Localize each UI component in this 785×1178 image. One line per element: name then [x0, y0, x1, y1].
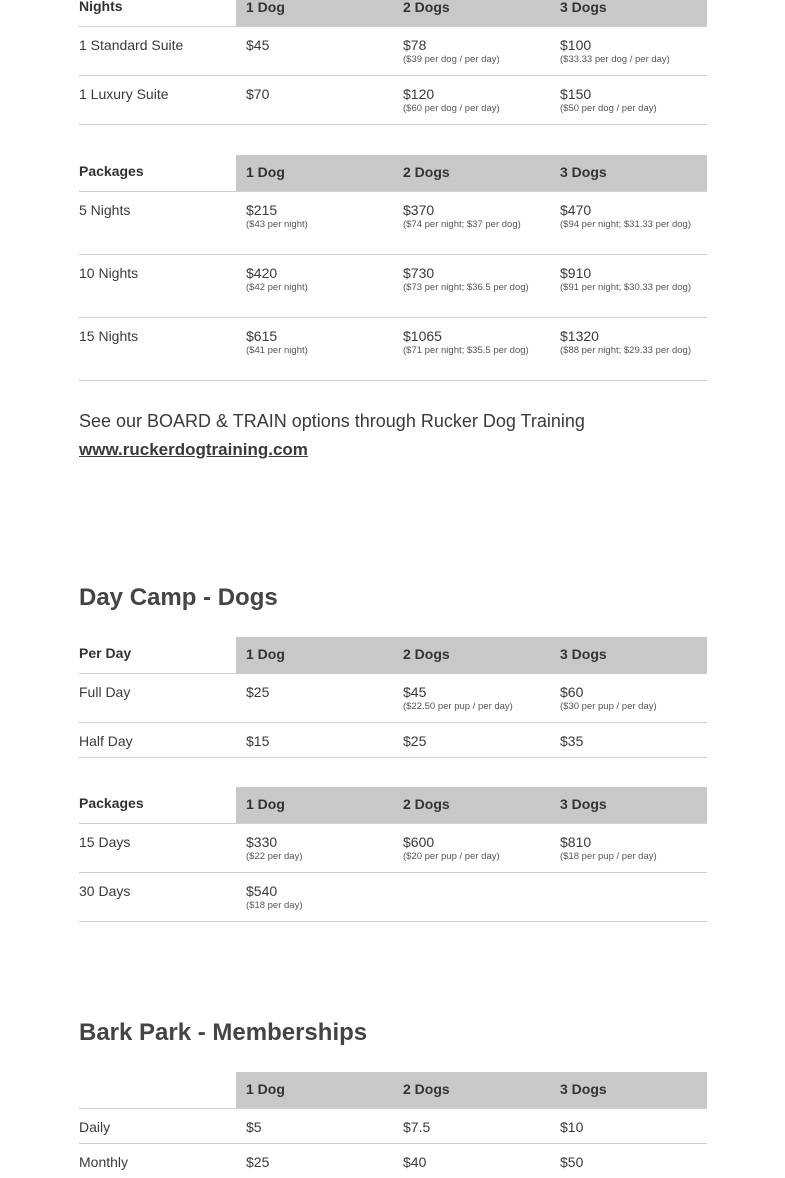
- row-label: Half Day: [79, 733, 133, 749]
- day-camp-packages-table: [79, 787, 707, 922]
- row-label: 30 Days: [79, 883, 131, 899]
- header-2-dogs: 2 Dogs: [403, 0, 450, 15]
- page-content: [79, 0, 707, 1170]
- header-shade: [236, 637, 707, 673]
- price-note: ($22.50 per pup / per day): [403, 701, 513, 712]
- price: $10: [560, 1119, 584, 1135]
- table-row: [79, 192, 707, 255]
- price: $470: [560, 202, 592, 218]
- price-note: ($50 per dog / per day): [560, 103, 657, 114]
- price-note: ($73 per night; $36.5 per dog): [403, 282, 529, 293]
- price: $910: [560, 265, 592, 281]
- price-note: ($94 per night; $31.33 per dog): [560, 219, 691, 230]
- header-label: Nights: [79, 0, 123, 14]
- price: $215: [246, 202, 278, 218]
- price: $420: [246, 265, 278, 281]
- table-row: [79, 873, 707, 922]
- price-cell: [403, 834, 538, 864]
- price-cell: [560, 834, 695, 864]
- price-cell: [403, 37, 538, 67]
- header-label: Per Day: [79, 645, 132, 661]
- header-3-dogs: 3 Dogs: [560, 646, 607, 662]
- price-cell: [560, 202, 695, 232]
- price-cell: [560, 1119, 583, 1135]
- price: $50: [560, 1154, 584, 1170]
- row-label: 15 Days: [79, 834, 131, 850]
- price-cell: [403, 1119, 430, 1135]
- price: $540: [246, 883, 278, 899]
- price-cell: [246, 37, 381, 53]
- price-cell: [403, 1154, 426, 1170]
- row-label: 1 Standard Suite: [79, 37, 184, 53]
- price-cell: [560, 684, 695, 714]
- day-camp-heading: Day Camp - Dogs: [79, 584, 278, 611]
- header-shade: [236, 155, 707, 191]
- header-1-dog: 1 Dog: [246, 1081, 285, 1097]
- price-cell: [560, 1154, 583, 1170]
- price: $45: [246, 37, 270, 53]
- header-3-dogs: 3 Dogs: [560, 0, 607, 15]
- header-3-dogs: 3 Dogs: [560, 164, 607, 180]
- table-header: [79, 1072, 707, 1109]
- price-note: ($33.33 per dog / per day): [560, 54, 670, 65]
- price: $150: [560, 86, 592, 102]
- price: $1065: [403, 328, 442, 344]
- header-2-dogs: 2 Dogs: [403, 164, 450, 180]
- price-cell: [246, 733, 269, 749]
- table-header: [79, 0, 707, 27]
- header-1-dog: 1 Dog: [246, 796, 285, 812]
- price: $25: [246, 684, 270, 700]
- price: $60: [560, 684, 584, 700]
- price: $7.5: [403, 1119, 431, 1135]
- price-cell: [560, 328, 695, 358]
- row-label: Full Day: [79, 684, 131, 700]
- price-cell: [403, 202, 538, 232]
- header-2-dogs: 2 Dogs: [403, 796, 450, 812]
- price-note: ($18 per pup / per day): [560, 851, 657, 862]
- price-note: ($22 per day): [246, 851, 303, 862]
- boarding-nights-table: [79, 0, 707, 125]
- price-cell: [403, 328, 538, 358]
- header-shade: [236, 1072, 707, 1108]
- price: $615: [246, 328, 278, 344]
- price: $370: [403, 202, 435, 218]
- price: $810: [560, 834, 592, 850]
- price: $70: [246, 86, 270, 102]
- price-cell: [560, 265, 695, 295]
- price-cell: [403, 684, 538, 714]
- table-header: [79, 787, 707, 824]
- table-row: [79, 674, 707, 723]
- price: $330: [246, 834, 278, 850]
- price: $25: [246, 1154, 270, 1170]
- price-note: ($74 per night; $37 per dog): [403, 219, 521, 230]
- price-cell: [246, 1154, 269, 1170]
- table-header: [79, 637, 707, 674]
- price-cell: [560, 37, 695, 67]
- table-row: [79, 255, 707, 318]
- price-note: ($60 per dog / per day): [403, 103, 500, 114]
- price-cell: [403, 733, 426, 749]
- row-label: Monthly: [79, 1154, 129, 1170]
- price-note: ($41 per night): [246, 345, 308, 356]
- row-label: 15 Nights: [79, 328, 139, 344]
- header-1-dog: 1 Dog: [246, 646, 285, 662]
- table-row: [79, 1109, 707, 1144]
- price-cell: [403, 86, 538, 116]
- table-header: [79, 155, 707, 192]
- header-shade: [236, 787, 707, 823]
- price: $5: [246, 1119, 262, 1135]
- price-note: ($43 per night): [246, 219, 308, 230]
- row-label: Daily: [79, 1119, 111, 1135]
- table-row: [79, 824, 707, 873]
- table-row: [79, 1144, 707, 1178]
- price-note: ($20 per pup / per day): [403, 851, 500, 862]
- header-2-dogs: 2 Dogs: [403, 646, 450, 662]
- price: $600: [403, 834, 435, 850]
- header-label: Packages: [79, 163, 144, 179]
- bark-park-heading: Bark Park - Memberships: [79, 1019, 368, 1046]
- price: $1320: [560, 328, 599, 344]
- header-2-dogs: 2 Dogs: [403, 1081, 450, 1097]
- price-cell: [560, 86, 695, 116]
- price: $78: [403, 37, 427, 53]
- price-cell: [246, 202, 381, 232]
- price-note: ($18 per day): [246, 900, 303, 911]
- table-row: [79, 76, 707, 125]
- row-label: 5 Nights: [79, 202, 131, 218]
- table-row: [79, 318, 707, 381]
- price: $40: [403, 1154, 427, 1170]
- price-note: ($91 per night; $30.33 per dog): [560, 282, 691, 293]
- price-cell: [246, 328, 381, 358]
- header-label: Packages: [79, 795, 144, 811]
- day-camp-per-day-table: [79, 637, 707, 758]
- price-note: ($88 per night; $29.33 per dog): [560, 345, 691, 356]
- price: $45: [403, 684, 427, 700]
- row-label: 10 Nights: [79, 265, 139, 281]
- price: $35: [560, 733, 584, 749]
- bark-park-table: [79, 1072, 707, 1178]
- price-cell: [246, 265, 381, 295]
- header-3-dogs: 3 Dogs: [560, 796, 607, 812]
- header-3-dogs: 3 Dogs: [560, 1081, 607, 1097]
- row-label: 1 Luxury Suite: [79, 86, 169, 102]
- boarding-packages-table: [79, 155, 707, 381]
- price-cell: [246, 86, 381, 102]
- price-cell: [246, 684, 381, 700]
- price-cell: [246, 834, 381, 864]
- price-cell: [560, 733, 583, 749]
- price-note: ($30 per pup / per day): [560, 701, 657, 712]
- price-cell: [246, 883, 381, 913]
- price-note: ($71 per night; $35.5 per dog): [403, 345, 529, 356]
- table-row: [79, 723, 707, 758]
- rucker-dog-training-link[interactable]: www.ruckerdogtraining.com: [79, 440, 308, 459]
- board-train-promo: See our BOARD & TRAIN options through Rucker Dog Training: [79, 411, 585, 431]
- price: $100: [560, 37, 592, 53]
- price-note: ($39 per dog / per day): [403, 54, 500, 65]
- header-shade: [236, 0, 707, 26]
- price: $730: [403, 265, 435, 281]
- price-note: ($42 per night): [246, 282, 308, 293]
- price-cell: [246, 1119, 262, 1135]
- price: $120: [403, 86, 435, 102]
- price: $15: [246, 733, 270, 749]
- table-row: [79, 27, 707, 76]
- price-cell: [403, 265, 538, 295]
- header-1-dog: 1 Dog: [246, 164, 285, 180]
- header-1-dog: 1 Dog: [246, 0, 285, 15]
- price: $25: [403, 733, 427, 749]
